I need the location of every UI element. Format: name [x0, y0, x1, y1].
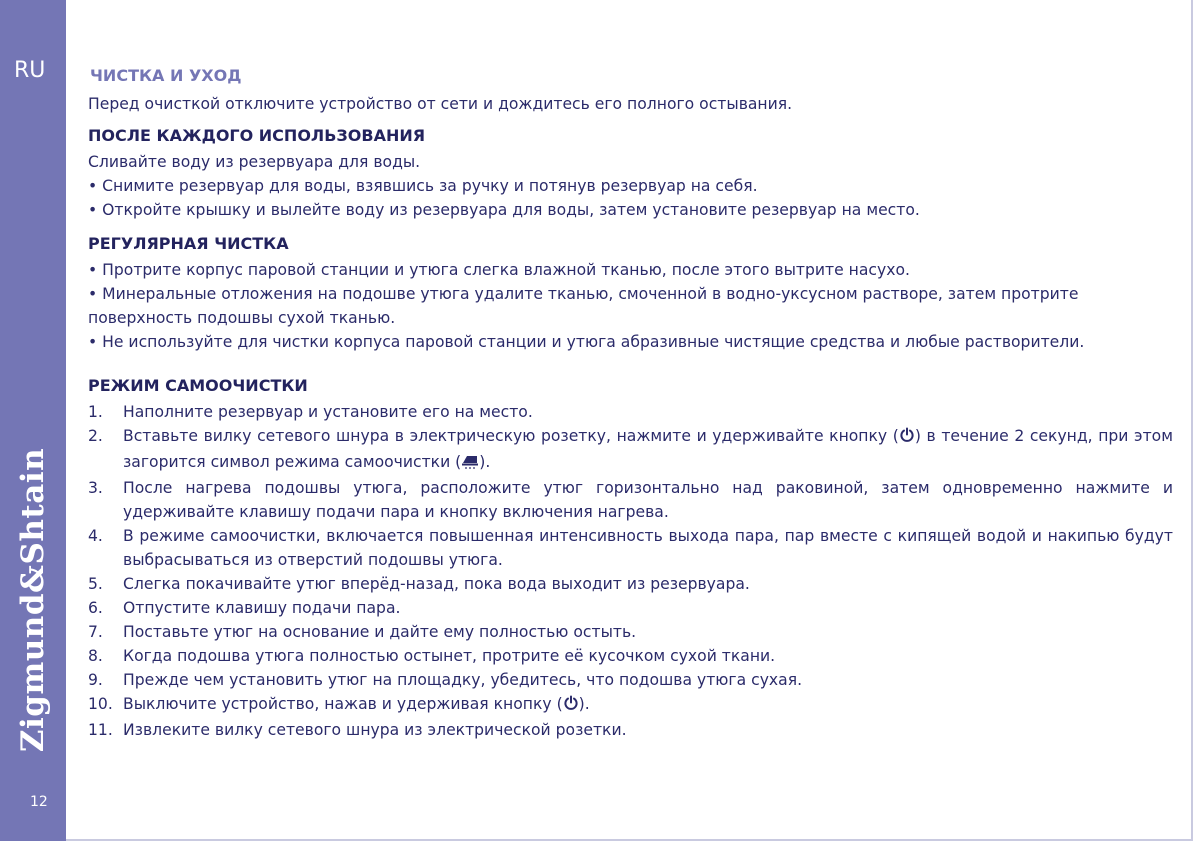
step-number: 8. — [88, 647, 103, 665]
brand-logo: Zigmund&Shtain — [15, 447, 51, 753]
bullet-item: • Не используйте для чистки корпуса паровой станции и утюга абразивные чистящие средства и любые растворители. — [88, 333, 1085, 351]
step-number: 11. — [88, 721, 113, 739]
section-title-after-use: ПОСЛЕ КАЖДОГО ИСПОЛЬЗОВАНИЯ — [88, 126, 426, 145]
bullet-item: • Откройте крышку и вылейте воду из резервуара для воды, затем установите резервуар на место. — [88, 201, 920, 219]
paragraph: Сливайте воду из резервуара для воды. — [88, 153, 421, 171]
list-item — [88, 692, 1173, 718]
step-number: 7. — [88, 623, 103, 641]
intro-text: Перед очисткой отключите устройство от сети и дождитесь его полного остывания. — [88, 95, 793, 113]
power-icon — [563, 694, 579, 718]
document-body — [88, 64, 1173, 742]
step-text-part: ) в течение 2 секунд, при этом загорится символ режима самоочистки ( — [123, 427, 1173, 471]
sidebar — [0, 0, 66, 841]
step-text: Извлеките вилку сетевого шнура из электрической розетки. — [123, 721, 627, 739]
list-item — [88, 424, 1173, 476]
step-text: Наполните резервуар и установите его на место. — [123, 403, 533, 421]
list-item — [88, 524, 1173, 572]
step-number: 9. — [88, 671, 103, 689]
step-number: 4. — [88, 527, 103, 545]
step-text — [123, 692, 1173, 718]
step-number: 10. — [88, 695, 113, 713]
step-text: Отпустите клавишу подачи пара. — [123, 599, 401, 617]
step-number: 1. — [88, 403, 103, 421]
language-label: RU — [14, 58, 46, 83]
step-number: 2. — [88, 427, 103, 445]
list-item — [88, 476, 1173, 524]
bullet-item: • Минеральные отложения на подошве утюга удалите тканью, смоченной в водно-уксусном растворе, затем протрите поверхность подошвы сухой тканью. — [88, 285, 1079, 327]
list-item — [88, 668, 1173, 692]
list-item — [88, 596, 1173, 620]
power-icon — [899, 426, 915, 450]
bullet-item: • Протрите корпус паровой станции и утюга слегка влажной тканью, после этого вытрите насухо. — [88, 261, 910, 279]
page-title: ЧИСТКА И УХОД — [90, 66, 242, 85]
step-text: Когда подошва утюга полностью остынет, протрите её кусочком сухой ткани. — [123, 647, 776, 665]
step-text: Прежде чем установить утюг на площадку, убедитесь, что подошва утюга сухая. — [123, 671, 803, 689]
step-text: Поставьте утюг на основание и дайте ему полностью остыть. — [123, 623, 637, 641]
section-title-regular: РЕГУЛЯРНАЯ ЧИСТКА — [88, 234, 289, 253]
selfclean-icon — [461, 452, 479, 476]
list-item — [88, 644, 1173, 668]
step-text-part: Вставьте вилку сетевого шнура в электрическую розетку, нажмите и удерживайте кнопку ( — [123, 427, 899, 445]
step-text: Слегка покачивайте утюг вперёд-назад, пока вода выходит из резервуара. — [123, 575, 750, 593]
step-number: 5. — [88, 575, 103, 593]
step-text — [123, 424, 1173, 476]
section-title-selfclean: РЕЖИМ САМООЧИСТКИ — [88, 376, 308, 395]
step-text: После нагрева подошвы утюга, расположите утюг горизонтально над раковиной, затем одновременно нажмите и удерживайте клавишу подачи пара и кнопку включения нагрева. — [123, 479, 1173, 521]
step-number: 6. — [88, 599, 103, 617]
step-text-part: Выключите устройство, нажав и удерживая кнопку ( — [123, 695, 563, 713]
list-item — [88, 572, 1173, 596]
list-item — [88, 620, 1173, 644]
step-text-part: ). — [479, 453, 491, 471]
bullet-item: • Снимите резервуар для воды, взявшись за ручку и потянув резервуар на себя. — [88, 177, 758, 195]
page-number: 12 — [30, 794, 48, 810]
step-text: В режиме самоочистки, включается повышенная интенсивность выхода пара, пар вместе с кипящей водой и накипью будут выбрасываться из отверстий подошвы утюга. — [123, 527, 1173, 569]
list-item — [88, 718, 1173, 742]
step-text-part: ). — [578, 695, 590, 713]
selfclean-steps — [88, 400, 1173, 742]
step-number: 3. — [88, 479, 103, 497]
list-item — [88, 400, 1173, 424]
